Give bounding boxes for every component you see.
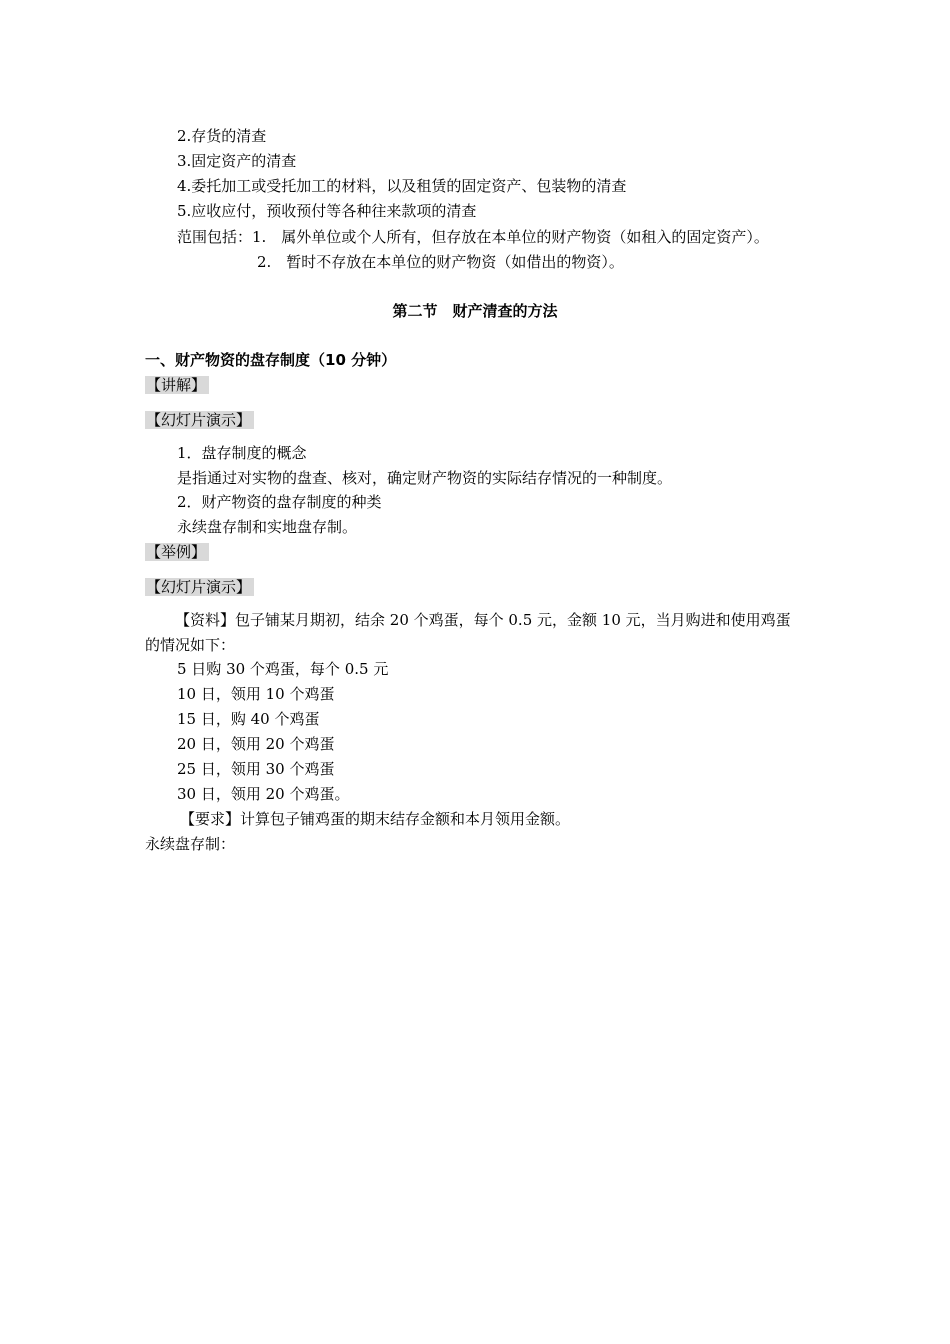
list-item-receivables: 5.应收应付，预收预付等各种往来款项的清查: [177, 202, 477, 220]
list-item-fixed-assets: 3.固定资产的清查: [177, 152, 297, 170]
transaction-item: 5 日购 30 个鸡蛋，每个 0.5 元: [177, 660, 389, 678]
transaction-item: 15 日，购 40 个鸡蛋: [177, 710, 320, 728]
tag-example: [145, 542, 209, 562]
perpetual-inventory-label: 永续盘存制：: [145, 835, 236, 853]
tag-example-label: 【举例】: [145, 543, 209, 561]
concept-item-1-text: 是指通过对实物的盘查、核对，确定财产物资的实际结存情况的一种制度。: [177, 469, 673, 487]
concept-item-2-title: 2．财产物资的盘存制度的种类: [177, 493, 382, 511]
tag-lecture-label: 【讲解】: [145, 376, 209, 394]
tag-slides-2: [145, 577, 254, 597]
transaction-item: 25 日，领用 30 个鸡蛋: [177, 760, 335, 778]
list-item-inventory: 2.存货的清查: [177, 127, 267, 145]
scope-line-2: 2. 暂时不存放在本单位的财产物资（如借出的物资）。: [257, 253, 624, 271]
tag-slides-1: [145, 410, 254, 430]
transaction-item: 10 日，领用 10 个鸡蛋: [177, 685, 335, 703]
material-line-2: 的情况如下：: [145, 636, 236, 654]
tag-slides-1-label: 【幻灯片演示】: [145, 411, 254, 429]
subsection-title: 一、财产物资的盘存制度（10 分钟）: [145, 351, 397, 369]
list-item-processing-materials: 4.委托加工或受托加工的材料，以及租赁的固定资产、包装物的清查: [177, 177, 627, 195]
material-line-1: 【资料】包子铺某月期初，结余 20 个鸡蛋，每个 0.5 元，金额 10 元，当月购进和使用鸡蛋: [175, 611, 791, 629]
tag-slides-2-label: 【幻灯片演示】: [145, 578, 254, 596]
transaction-item: 20 日，领用 20 个鸡蛋: [177, 735, 335, 753]
scope-line-1: 范围包括：1. 属外单位或个人所有，但存放在本单位的财产物资（如租入的固定资产）。: [177, 228, 769, 246]
transaction-item: 30 日，领用 20 个鸡蛋。: [177, 785, 350, 803]
tag-lecture: [145, 375, 209, 395]
requirement-line: 【要求】计算包子铺鸡蛋的期末结存金额和本月领用金额。: [180, 810, 571, 828]
concept-item-1-title: 1．盘存制度的概念: [177, 444, 307, 462]
section-title: 第二节 财产清查的方法: [392, 302, 558, 320]
concept-item-2-text: 永续盘存制和实地盘存制。: [177, 518, 358, 536]
